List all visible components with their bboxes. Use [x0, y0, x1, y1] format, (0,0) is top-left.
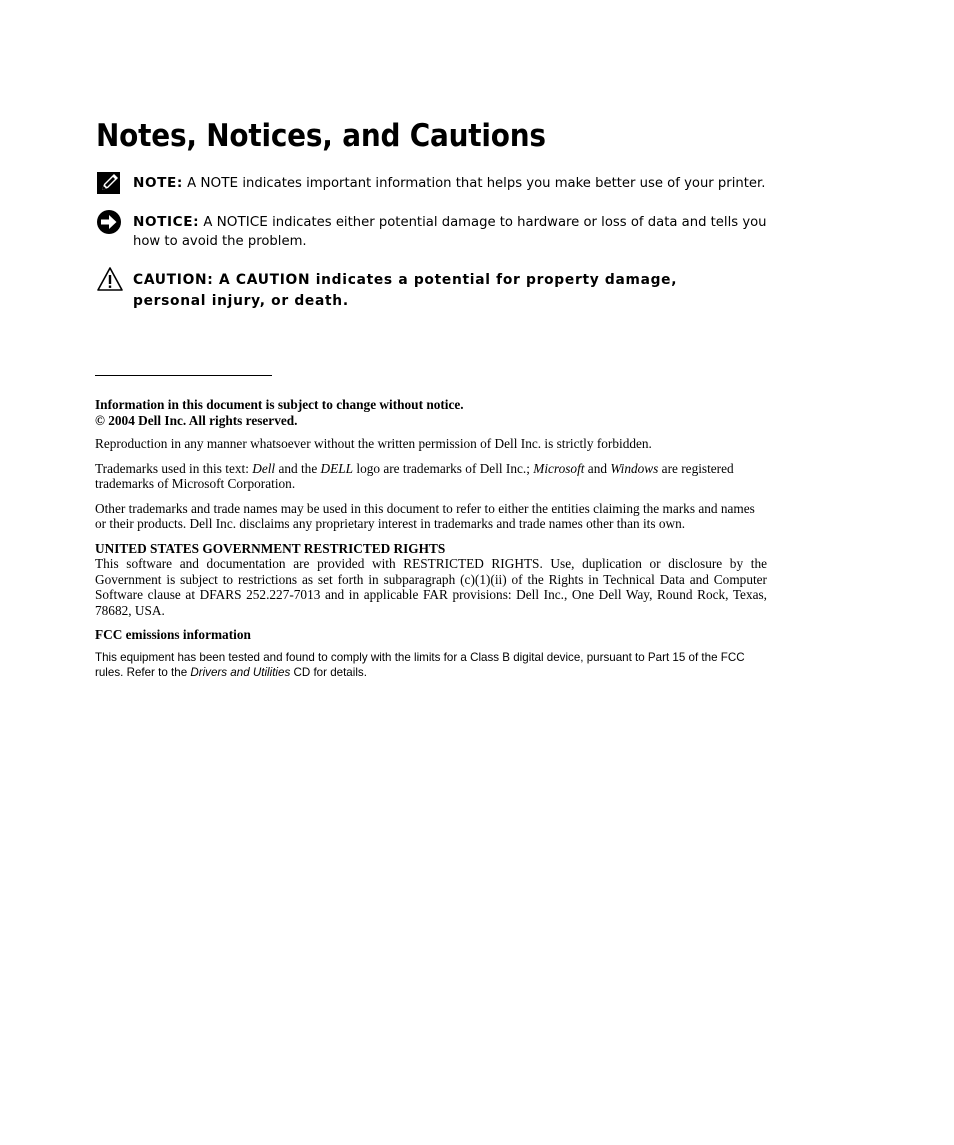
trademarks-paragraph	[95, 461, 767, 492]
fcc-paragraph	[95, 650, 767, 680]
fcc-text-1: This equipment has been tested and found to comply with the limits for a Class B digital device, pursuant to Part 15 of the FCC rules. Refer to the	[95, 650, 745, 679]
other-trademarks-paragraph: Other trademarks and trade names may be used in this document to refer to either the entities claiming the marks and names or their products. Dell Inc. disclaims any proprietary interest in trademarks and trade names other than its own.	[95, 500, 755, 531]
page-title: Notes, Notices, and Cautions	[96, 118, 546, 154]
trademark-microsoft: Microsoft	[533, 460, 585, 476]
legal-notices	[95, 397, 767, 689]
notice-label: NOTICE:	[133, 214, 200, 230]
info-change-notice: Information in this document is subject to change without notice.	[95, 397, 464, 412]
note-keyword: NOTE	[200, 175, 239, 191]
trademarks-text-3: logo are trademarks of Dell Inc.;	[353, 460, 534, 476]
notice-text: indicates either potential damage to hardware or loss of data and tells you how to avoid the problem.	[133, 215, 767, 249]
reproduction-paragraph: Reproduction in any manner whatsoever without the written permission of Dell Inc. is strictly forbidden.	[95, 436, 652, 451]
trademarks-text-5: are registered trademarks of Microsoft Corporation.	[95, 460, 734, 491]
trademark-windows: Windows	[610, 460, 659, 476]
fcc-heading-text: FCC emissions information	[95, 627, 251, 642]
fcc-cd-name: Drivers and Utilities	[190, 665, 291, 679]
restricted-rights-text: This software and documentation are provided with RESTRICTED RIGHTS. Use, duplication or disclosure by the Government is subject to restrictions as set forth in subparagraph (c)(1)(ii) of the Rights in Technical Data and Computer Software clause at DFARS 252.227-7013 and in applicable FAR provisions: Dell Inc., One Dell Way, Round Rock, Texas, 78682, USA.	[95, 556, 767, 618]
trademark-dell-logo: DELL	[320, 460, 354, 476]
caution-label: CAUTION:	[133, 272, 214, 288]
notice-admonition	[133, 213, 773, 251]
info-block	[95, 397, 767, 428]
restricted-rights-block	[95, 541, 767, 619]
caution-admonition	[133, 270, 753, 312]
warning-triangle-icon	[96, 266, 122, 292]
note-text: indicates important information that helps you make better use of your printer.	[242, 176, 766, 191]
trademarks-text-1: Trademarks used in this text:	[95, 460, 253, 476]
note-label: NOTE:	[133, 175, 183, 191]
notice-lead: A	[203, 215, 213, 230]
copyright-line: © 2004 Dell Inc. All rights reserved.	[95, 412, 298, 428]
note-lead: A	[187, 176, 197, 191]
fcc-text-2: CD for details.	[290, 665, 367, 679]
trademark-dell: Dell	[252, 460, 276, 476]
caution-text: A CAUTION indicates a potential for property damage, personal injury, or death.	[133, 272, 678, 309]
trademarks-text-4: and	[584, 460, 611, 476]
pencil-note-icon	[96, 170, 122, 196]
trademarks-text-2: and the	[275, 460, 321, 476]
notice-arrow-icon	[96, 209, 122, 235]
notice-keyword: NOTICE	[216, 214, 268, 230]
note-admonition	[133, 174, 773, 193]
fcc-heading	[95, 627, 767, 643]
restricted-rights-heading: UNITED STATES GOVERNMENT RESTRICTED RIGHTS	[95, 540, 446, 556]
divider-rule	[95, 375, 272, 376]
